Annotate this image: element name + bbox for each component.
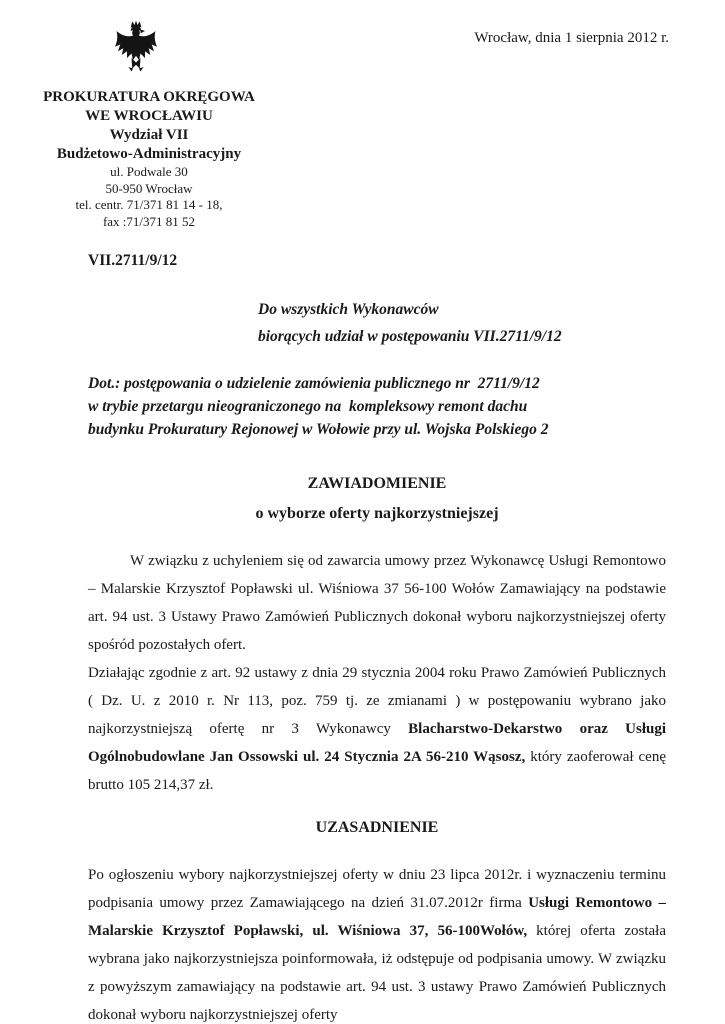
paragraph-2-run-1: Działając zgodnie z art. 92 ustawy z dnia 29 stycznia 2004 roku Prawo Zamówień Publicznych ( Dz. U. z 2010 r. Nr 113, poz. 759 tj. ze zmianami ) w postępowaniu wybrano jako najkorzystniejszą ofertę nr 3 Wykonawcy bbox=[88, 665, 666, 737]
letter-body bbox=[88, 252, 666, 1024]
recipient-line-1: Do wszystkich Wykonawców bbox=[258, 301, 439, 318]
office-name-line-2: WE WROCŁAWIU bbox=[85, 108, 213, 124]
paragraph-2 bbox=[88, 659, 666, 799]
paragraph-2-contractor-name: Blacharstwo-Dekarstwo oraz Usługi Ogólnobudowlane Jan Ossowski ul. 24 Stycznia 2A 56-210 Wąsosz, bbox=[88, 721, 667, 765]
justification-title: UZASADNIENIE bbox=[315, 819, 439, 836]
notice-subtitle: o wyborze oferty najkorzystniejszej bbox=[255, 505, 499, 522]
subject-line-1: Dot.: postępowania o udzielenie zamówienia publicznego nr 2711/9/12 bbox=[88, 375, 540, 392]
office-name-line-4: Budżetowo-Administracyjny bbox=[56, 146, 242, 162]
office-name-line-1: PROKURATURA OKRĘGOWA bbox=[43, 89, 255, 105]
subject-block bbox=[88, 372, 666, 441]
paragraph-1-text: W związku z uchyleniem się od zawarcia umowy przez Wykonawcę Usługi Remontowo – Malarskie Krzysztof Popławski ul. Wiśniowa 37 56-100 Wołów Zamawiający na podstawie art. 94 ust. 3 Ustawy Prawo Zamówień Publicznych dokonał wyboru najkorzystniejszej oferty spośród pozostałych ofert. bbox=[88, 553, 666, 653]
paragraph-3-run-3: której oferta została wybrana jako najkorzystniejsza poinformowała, iż odstępuje od podpisania umowy. W związku z powyższym zamawiający na podstawie art. 94 ust. 3 ustawy Prawo Zamówień Publicznych dokonał wyboru najkorzystniejszej oferty bbox=[88, 923, 666, 1023]
office-name-line-3: Wydział VII bbox=[109, 127, 189, 143]
paragraph-2-run-3: który zaoferował cenę brutto 105 214,37 zł. bbox=[88, 749, 666, 793]
office-fax-line: fax :71/371 81 52 bbox=[102, 213, 196, 229]
office-phone-line: tel. centr. 71/371 81 14 - 18, bbox=[75, 197, 223, 212]
office-address-line-2: 50-950 Wrocław bbox=[105, 180, 193, 196]
letterhead-office-block bbox=[18, 88, 280, 230]
subject-line-3: budynku Prokuratury Rejonowej w Wołowie przy ul. Wojska Polskiego 2 bbox=[88, 421, 549, 438]
paragraph-3 bbox=[88, 861, 666, 1024]
paragraph-3-run-1: Po ogłoszeniu wybory najkorzystniejszej oferty w dniu 23 lipca 2012r. i wyznaczeniu terminu podpisania umowy przez Zamawiającego na dzień 31.07.2012r firma bbox=[88, 867, 666, 911]
recipient-block bbox=[258, 296, 666, 350]
polish-eagle-emblem-icon bbox=[112, 18, 160, 74]
date-line: Wrocław, dnia 1 sierpnia 2012 r. bbox=[474, 30, 669, 46]
paragraph-3-firm-name: Usługi Remontowo – Malarskie Krzysztof Popławski, ul. Wiśniowa 37, 56-100Wołów, bbox=[88, 895, 666, 939]
case-number: VII.2711/9/12 bbox=[88, 252, 178, 269]
notice-title: ZAWIADOMIENIE bbox=[307, 475, 447, 492]
office-address-line-1: ul. Podwale 30 bbox=[110, 164, 188, 179]
paragraph-1 bbox=[88, 547, 666, 659]
subject-line-2: w trybie przetargu nieograniczonego na kompleksowy remont dachu bbox=[88, 398, 528, 415]
recipient-line-2: biorących udział w postępowaniu VII.2711/9/12 bbox=[258, 328, 562, 345]
